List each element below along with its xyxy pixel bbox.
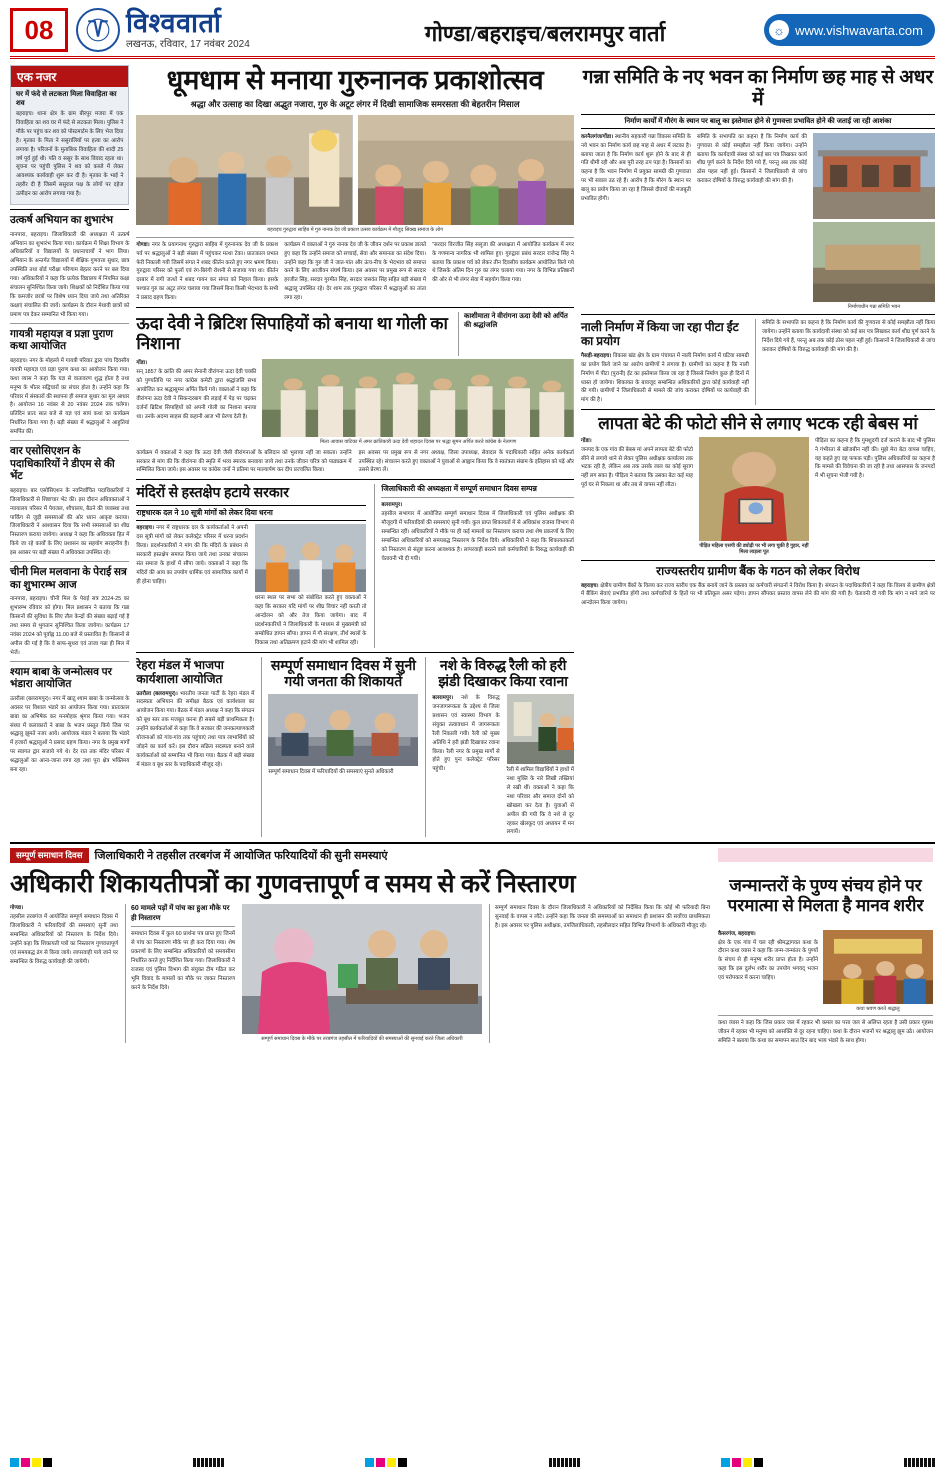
lapata-dateline: गोंडा। (580, 437, 592, 444)
left-story-3-title: वार एसोसिएशन के पदाधिकारियों ने डीएम से की भेंट (10, 446, 115, 483)
feature-col-1: तहसील तरबगंज में आयोजित सम्पूर्ण समाधान दिवस में जिलाधिकारी ने फरियादियों की समस्याएं सुनीं तथा सम्बन्धित अधिकारियों को निस्तारण के निर्देश दिये। उन्होंने कहा कि शिकायती पत्रों का निस्तारण गुणवत्तापूर्ण एवं समयबद्ध ढंग से किया जाये। लापरवाही पाये जाने पर सम्बन्धित के विरुद्ध कार्यवाही की जायेगी। (10, 914, 118, 965)
bank-headline: राज्यस्तरीय ग्रामीण बैंक के गठन को लेकर विरोध (656, 563, 860, 578)
samadhan-tag-text: जिलाधिकारी ने तहसील तरबगंज में आयोजित फरियादियों की सुनी समस्याएं (94, 850, 388, 863)
bottom-band (10, 842, 935, 1046)
left-story-1-title: उत्कर्ष अभियान का शुभारंभ (10, 215, 114, 227)
registration-bars-3 (904, 1458, 935, 1467)
center-column (136, 65, 574, 837)
mandir-headline: मंदिरों से हस्तक्षेप हटाये सरकार (136, 486, 289, 502)
lapata-col-1: जनपद के एक गांव की बेबस मां अपने लापता बेटे की फोटो सीने से लगाये थाने से लेकर पुलिस अधीक्षक कार्यालय तक भटक रही है, लेकिन अब तक उसके लाल का कोई सुराग नहीं लग सका है। पीड़िता ने बताया कि उसका बेटा कई माह पूर्व घर से निकला था और तब से वापस नहीं लौटा। (580, 446, 693, 489)
spiritual-pink-bar (718, 848, 933, 862)
swatch-group-mid (365, 1458, 407, 1467)
lead-col-3: "सरदार विरजीत सिंह सलूजा की अध्यक्षता में आयोजित कार्यक्रम में नगर के गणमान्य नागरिक भी शामिल हुए। गुरुद्वारा प्रबंध सरदार राजेन्द्र सिंह ने बताया कि प्रकाश पर्व को लेकर तीन दिवसीय कार्यक्रम आयोजित किये गये थे जिसके अंतिम दिन गुरु का लंगर चलाया गया। नगर के विभिन्न प्रतिष्ठानों की ओर से भी लंगर सेवा में सहयोग किया गया। (432, 241, 574, 284)
masthead (10, 8, 935, 59)
samadhan-feature-headline: अधिकारी शिकायतीपत्रों का गुणवत्तापूर्ण व समय से करें निस्तारण (10, 871, 576, 899)
uda-devi-photo (262, 359, 574, 437)
nashe-photo (507, 694, 574, 764)
nali-dateline: गैसड़ी-बहराइच। (580, 352, 612, 359)
mandir-col-1: नगर में राष्ट्रधारक दल के कार्यकर्ताओं ने अपनी दस सूत्री मांगों को लेकर कलेक्ट्रेट परिसर में धरना प्रदर्शन किया। प्रदर्शनकारियों ने मांग की कि मंदिरों के प्रबंधन से सरकारी हस्तक्षेप समाप्त किया जाये तथा उनका संचालन संत समाज के हाथों में सौंपा जाये। वक्ताओं ने कहा कि मंदिरों की आय का उपयोग धार्मिक एवं सामाजिक कार्यों में ही होना चाहिए। (136, 525, 248, 585)
nashe-headline: नशे के विरुद्ध रैली को हरी झंडी दिखाकर किया रवाना (438, 658, 568, 691)
newspaper-logo (76, 8, 326, 52)
nashe-dateline: बलरामपुर। (432, 695, 454, 702)
samadhan-tagbar (10, 848, 710, 863)
lead-photo-caption: बहराइच गुरुद्वारा साहिब में गुरु नानक देव जी प्रकाश उत्सव कार्यक्रम में मौजूद सिक्ख समाज के लोग (267, 227, 444, 234)
feature-highlight: 60 मामले पड़ों में पांच का हुआ मौके पर ही निस्तारण (131, 905, 230, 922)
rehra-headline: रेहरा मंडल में भाजपा कार्यशाला आयोजित (136, 657, 224, 686)
samadhan-headline: सम्पूर्ण समाधान दिवस में सुनी गयी जनता की शिकायतें (270, 658, 416, 691)
rehra-dateline: उतरौला (बलरामपुर)। (136, 690, 178, 697)
feature-dateline: गोण्डा। (10, 905, 24, 912)
ganna-photo-caption: निर्माणाधीन गन्ना समिति भवन (847, 303, 901, 310)
samadhan-feature (10, 848, 710, 1046)
registration-bars-2 (549, 1458, 580, 1467)
mandir-dateline: बहराइच। (136, 525, 154, 532)
ganna-col-3: समिति के सभापति का कहना है कि निर्माण कार्य की गुणवत्ता से कोई समझौता नहीं किया जायेगा। उन्होंने बताया कि कार्यदायी संस्था को कई बार पत्र लिखकर कार्य शीघ्र पूर्ण करने के निर्देश दिये गये हैं, परन्तु अब तक कोई ठोस पहल नहीं हुई। किसानों ने जिलाधिकारी से जांच कराकर दोषियों के विरुद्ध कार्यवाही की मांग की है। (761, 320, 935, 353)
spiritual-story (718, 848, 933, 1046)
bank-text: क्षेत्रीय ग्रामीण बैंकों के विलय कर राज्य स्तरीय एक बैंक बनाये जाने के प्रस्ताव का कर्मचारी संगठनों ने विरोध किया है। संगठन के पदाधिकारियों ने कहा कि विलय से ग्रामीण क्षेत्रों में बैंकिंग सेवाएं प्रभावित होंगी तथा कर्मचारियों के हितों पर भी प्रतिकूल असर पड़ेगा। ज्ञापन सौंपकर प्रस्ताव वापस लेने की मांग की गयी है। चेतावनी दी गयी कि मांग न माने जाने पर आन्दोलन किया जायेगा। (580, 582, 935, 607)
ek-najar-box (10, 65, 129, 205)
lead-body (136, 241, 574, 303)
lapata-photo-caption: पीड़ित महिला एसपी की ड्योढ़ी पर भी लगा चुकी है गुहार, नहीं मिला लाड़ला पूत (699, 542, 809, 556)
left-story-5-text: उतरौला (बलरामपुर)। नगर में खाटू श्याम बाबा के जन्मोत्सव के अवसर पर विशाल भंडारे का आयोजन किया गया। प्रातःकाल बाबा का अभिषेक कर मनमोहक श्रृंगार किया गया। भजन संध्या में कलाकारों ने बाबा के भजन प्रस्तुत किये जिस पर श्रद्धालु झूमते नजर आये। आयोजक मंडल ने बताया कि भंडारे में हजारों श्रद्धालुओं ने प्रसाद ग्रहण किया। नगर के प्रमुख मार्गों पर स्वागत द्वार सजाये गये थे। देर रात तक मंदिर परिसर में श्रद्धालुओं का आना-जाना लगा रहा तथा पूरा क्षेत्र भक्तिमय बना रहा। (10, 695, 130, 774)
swatch-group-right (721, 1458, 763, 1467)
ganna-headline: गन्ना समिति के नए भवन का निर्माण छह माह से अधर में (582, 67, 934, 110)
left-story-2-title: गायत्री महायज्ञ व प्रज्ञा पुराण कथा आयोजित (10, 328, 113, 353)
ganna-photo-bottom (813, 222, 935, 302)
feature-photo (242, 904, 482, 1034)
ganna-col-2: समिति के सभापति का कहना है कि निर्माण कार्य की गुणवत्ता से कोई समझौता नहीं किया जायेगा। उन्होंने बताया कि कार्यदायी संस्था को कई बार पत्र लिखकर कार्य शीघ्र पूर्ण करने के निर्देश दिये गये हैं, परन्तु अब तक कोई ठोस पहल नहीं हुई। किसानों ने जिलाधिकारी से जांच कराकर दोषियों के विरुद्ध कार्यवाही की मांग की है। (696, 133, 807, 185)
ganna-kicker: निर्माण कार्यों में मौरंग के स्थान पर बालू का इस्तेमाल होने से गुणवत्ता प्रभावित होने की जताई जा रही आशंका (581, 114, 935, 129)
ek-najar-brief-title: घर में फंदे से लटकता मिला विवाहिता का शव (16, 91, 117, 107)
ek-najar-header: एक नजर (11, 66, 128, 87)
uda-devi-byline: गोंडा। (136, 360, 148, 367)
lead-subheadline: श्रद्धा और उत्साह का दिखा अद्भुत नजारा, गुरु के अटूट लंगर में दिखी सामाजिक समरसता की बेहतरीन मिसाल (190, 99, 520, 110)
feature-col-3: सम्पूर्ण समाधान दिवस के दौरान जिलाधिकारी ने अधिकारियों को निर्देशित किया कि कोई भी फरियादी बिना सुनवाई के वापस न लौटे। उन्होंने कहा कि जनता की समस्याओं का समाधान ही प्रशासन की सर्वोच्च प्राथमिकता है। इस अवसर पर पुलिस अधीक्षक, उपजिलाधिकारी, तहसीलदार सहित विभिन्न विभागों के अधिकारी मौजूद रहे। (495, 905, 710, 930)
lapata-col-2: पीड़िता का कहना है कि गुमशुदगी दर्ज कराने के बाद भी पुलिस ने गंभीरता से खोजबीन नहीं की। मुझे मेरा बेटा वापस चाहिए, यह कहते हुए वह फफक पड़ी। पुलिस अधिकारियों का कहना है कि मामले की विवेचना की जा रही है तथा आसपास के जनपदों में भी सूचना भेजी गयी है। (814, 437, 935, 480)
lead-headline: धूमधाम से मनाया गुरुनानक प्रकाशोत्सव (166, 65, 544, 95)
samadhan-dateline: बलरामपुर। (381, 502, 403, 509)
uda-devi-col-3: इस अवसर पर प्रमुख रूप से नगर अध्यक्ष, जिला उपाध्यक्ष, सेवादल के पदाधिकारी सहित अनेक कार्यकर्ता उपस्थित रहे। संचालन करते हुए वक्ताओं ने युवाओं से आह्वान किया कि वे स्वतंत्रता संग्राम के इतिहास को पढ़ें और उससे प्रेरणा लें। (358, 449, 574, 474)
mandir-photo (255, 524, 367, 592)
nashe-col-2: रैली में शामिल विद्यार्थियों ने हाथों में नशा मुक्ति के नारे लिखी तख्तियां ले रखी थीं। वक्ताओं ने कहा कि नशा परिवार और समाज दोनों को खोखला कर देता है। युवाओं से अपील की गयी कि वे नशे से दूर रहकर खेलकूद एवं अध्ययन में मन लगायें। (506, 767, 574, 836)
samadhan-photo-caption: सम्पूर्ण समाधान दिवस में फरियादियों की समस्याएं सुनते अधिकारी (268, 769, 394, 776)
mandir-col-2: धरना स्थल पर सभा को संबोधित करते हुए वक्ताओं ने कहा कि सरकार यदि मांगों पर शीघ्र विचार नहीं करती तो आन्दोलन को और तेज किया जायेगा। बाद में प्रदर्शनकारियों ने जिलाधिकारी के माध्यम से मुख्यमंत्री को सम्बोधित ज्ञापन सौंपा। ज्ञापन में गौ संरक्षण, तीर्थ स्थलों के विकास तथा अतिक्रमण हटाने की मांग भी शामिल रही। (254, 595, 367, 647)
lead-dateline: गोण्डा। (136, 241, 150, 248)
spiritual-photo (823, 930, 933, 1004)
ganna-dateline: करनैलगंज/गोंडा। (580, 133, 614, 140)
left-story-3-text: बहराइच। बार एसोसिएशन के नवनिर्वाचित पदाधिकारियों ने जिलाधिकारी से शिष्टाचार भेंट की। इस दौरान अधिवक्ताओं ने न्यायालय परिसर में पेयजल, शौचालय, बैठने की व्यवस्था तथा पार्किंग से जुड़ी समस्याओं की ओर ध्यान आकृष्ट कराया। जिलाधिकारी ने आश्वासन दिया कि सभी समस्याओं का शीघ्र निस्तारण कराया जायेगा। अध्यक्ष ने कहा कि अधिवक्ता हित में किये जा रहे कार्यों के लिए प्रशासन का सहयोग सराहनीय है। इस अवसर पर बड़ी संख्या में अधिवक्ता उपस्थित रहे। (10, 487, 130, 557)
feature-col-2: समाधान दिवस में कुल 60 प्रार्थना पत्र प्राप्त हुए जिनमें से पांच का निस्तारण मौके पर ही करा दिया गया। शेष प्रकरणों के लिए सम्बन्धित अधिकारियों को समयसीमा निर्धारित करते हुए निर्देशित किया गया। जिलाधिकारी ने राजस्व एवं पुलिस विभाग की संयुक्त टीम गठित कर भूमि विवाद के मामलों का मौके पर जाकर निस्तारण करने के निर्देश दिये। (131, 931, 235, 991)
logo-emblem-icon (76, 8, 120, 52)
lead-col-1: नगर के प्रयागनाथ गुरुद्वारा साहिब में गुरुनानक देव जी के प्रकाश पर्व पर श्रद्धालुओं ने बड़ी संख्या में पहुंचकर मत्था टेका। प्रातःकाल प्रभात फेरी निकाली गयी जिसमें संगत ने शबद कीर्तन करते हुए नगर भ्रमण किया। गुरुद्वारा परिसर को फूलों एवं रंग-बिरंगी रोशनी से सजाया गया था। कीर्तन दरबार में रागी जत्थों ने शबद गायन कर संगत को निहाल किया। इसके पश्चात गुरु का अटूट लंगर चलाया गया जिसमें बिना किसी भेदभाव के सभी ने प्रसाद ग्रहण किया। (136, 241, 279, 302)
left-story-4-title: चीनी मिल मलवाना के पेराई सत्र का शुभारम्भ आज (10, 567, 127, 591)
bank-dateline: बहराइच। (580, 582, 599, 589)
lead-col-2: कार्यक्रम में वक्ताओं ने गुरु नानक देव जी के जीवन दर्शन पर प्रकाश डालते हुए कहा कि उन्होंने समाज को सच्चाई, सेवा और समानता का संदेश दिया। उन्होंने कहा कि गुरु जी ने जात-पांत और ऊंच-नीच के भेदभाव को समाप्त करने के लिए आजीवन संघर्ष किया। इस अवसर पर प्रमुख रूप से सरदार हरजीत सिंह, सरदार गुरमीत सिंह, सरदार जसवंत सिंह सहित बड़ी संख्या में श्रद्धालु उपस्थित रहे। देर शाम तक गुरुद्वारा परिसर में श्रद्धालुओं का तांता लगा रहा। (284, 241, 427, 302)
lapata-photo (699, 437, 809, 541)
left-story-4-text: नानपारा, बहराइच। चीनी मिल के पेराई सत्र 2024-25 का शुभारम्भ रविवार को होगा। मिल प्रशासन ने बताया कि गन्ना किसानों की सुविधा के लिए तौल केन्द्रों की संख्या बढ़ाई गई है तथा समय से भुगतान सुनिश्चित किया जायेगा। कार्यक्रम 17 नवंबर 2024 को पूर्वाह्न 11.00 बजे से प्रस्तावित है। किसानों से अपील की गई है कि वे साफ-सुथरा एवं ताजा गन्ना ही मिल में भेजें। (10, 596, 130, 656)
lapata-headline: लापता बेटे की फोटो सीने से लगाए भटक रही बेबस मां (598, 414, 918, 434)
nali-text: विकास खंड क्षेत्र के ग्राम पंचायत में नाली निर्माण कार्य में घटिया सामग्री का प्रयोग किये जाने का आरोप ग्रामीणों ने लगाया है। ग्रामीणों का कहना है कि नाली निर्माण में पीटा (पुरानी) ईंट का इस्तेमाल किया जा रहा है जिससे निर्माण कुछ ही दिनों में ध्वस्त हो जायेगा। शिकायत के बावजूद सम्बन्धित अधिकारियों द्वारा कोई कार्यवाही नहीं की गयी। ग्रामीणों ने जिलाधिकारी से मामले की जांच कराकर दोषियों पर कार्यवाही की मांग की है। (580, 352, 749, 404)
spiritual-col-2: कथा व्यास ने कहा कि जिस प्रकार जल में रहकर भी कमल का पत्ता जल से अलिप्त रहता है उसी प्रकार गृहस्थ जीवन में रहकर भी मनुष्य को आसक्ति से दूर रहना चाहिए। कथा के दौरान भजनों पर श्रद्धालु झूम उठे। आयोजन समिति ने बताया कि कथा का समापन सात दिन बाद भव्य भंडारे के साथ होगा। (718, 1020, 933, 1044)
page-content (10, 65, 935, 837)
website-badge[interactable] (764, 14, 935, 46)
uda-devi-col-2: कार्यक्रम में वक्ताओं ने कहा कि ऊदा देवी जैसी वीरांगनाओं के बलिदान को भुलाया नहीं जा सकता। उन्होंने सरकार से मांग की कि वीरांगना की स्मृति में भव्य स्मारक बनवाया जाये तथा उनके जीवन चरित्र को पाठ्यक्रम में सम्मिलित किया जाये। इस अवसर पर कांग्रेस जनों ने प्रतिमा पर माल्यार्पण कर दीप प्रज्वलित किया। (136, 449, 352, 474)
edition-title: गोण्डा/बहराइच/बलरामपुर वार्ता (424, 21, 666, 46)
samadhan-photo (268, 694, 418, 766)
spiritual-headline: जन्मान्तरों के पुण्य संचय होने पर परमात्मा से मिलता है मानव शरीर (727, 876, 924, 916)
spiritual-dateline: कैसरगंज, बहराइच। (718, 930, 756, 937)
left-story-2-text: बहराइच। नगर के मोहल्ले में गायत्री परिवार द्वारा पांच दिवसीय गायत्री महायज्ञ एवं प्रज्ञा पुराण कथा का आयोजन किया गया। कथा व्यास ने कहा कि यज्ञ से वातावरण शुद्ध होता है तथा मनुष्य के भीतर सद्विचारों का संचार होता है। उन्होंने कहा कि परिवार में संस्कारों की स्थापना ही समाज सुधार का मूल आधार है। आयोजन 16 नवंबर से 20 नवंबर 2024 तक चलेगा। प्रतिदिन प्रातः सात बजे से यज्ञ एवं सायं कथा का कार्यक्रम निर्धारित किया गया है। बड़ी संख्या में श्रद्धालुओं ने आहुतियां समर्पित कीं। (10, 357, 130, 436)
page-number: 08 (10, 8, 68, 52)
lead-photo-left (136, 115, 352, 225)
uda-devi-col-1: सन् 1857 के क्रांति की अमर सेनानी वीरांगना ऊदा देवी चक्की को पुण्यतिथि पर नगर कांग्रेस कमेटी द्वारा श्रद्धांजलि सभा आयोजित कर श्रद्धासुमन अर्पित किये गये। वक्ताओं ने कहा कि वीरांगना ऊदा देवी ने सिकन्दरबाग की लड़ाई में पेड़ पर चढ़कर दर्जनों ब्रिटिश सिपाहियों को अपनी गोली का निशाना बनाया था। उनके अदम्य साहस की कहानी आज भी प्रेरणा देती है। (136, 369, 257, 420)
mandir-kicker: राष्ट्रधारक दल ने 10 सूत्री मांगों को लेकर दिया धरना (136, 505, 366, 521)
uda-devi-photo-caption: मिला आवास वाटिका में अमर क्रांतिकारी ऊदा देवी शहादत दिवस पर श्रद्धा सुमन अर्पित करते कांग्रेस के नेतागण (320, 439, 517, 446)
samadhan-tag: सम्पूर्ण समाधान दिवस (10, 848, 89, 863)
uda-devi-headline: ऊदा देवी ने ब्रिटिश सिपाहियों को बनाया था गोली का निशाना (136, 314, 448, 353)
left-column (10, 65, 129, 837)
globe-icon: ☼ (769, 20, 789, 40)
feature-photo-caption: सम्पूर्ण समाधान दिवस के मौके पर तरबगंज तहसील में फरियादियों की समस्याओं की सुनवाई करते जिला अधिकारी (261, 1036, 463, 1043)
samadhan-text: तहसील सभागार में आयोजित सम्पूर्ण समाधान दिवस में जिलाधिकारी एवं पुलिस अधीक्षक की मौजूदगी में फरियादियों की समस्याएं सुनी गयीं। कुल प्राप्त शिकायतों में से अधिकांश राजस्व विभाग से सम्बन्धित रहीं। अधिकारियों ने मौके पर ही कई मामलों का निस्तारण कराया तथा शेष प्रकरणों के लिए सम्बन्धित अधिकारियों को समयबद्ध निस्तारण के निर्देश दिये। अधिकारियों ने कहा कि शिकायतकर्ता को निस्तारण से संतुष्ट करना आवश्यक है। लापरवाही बरतने वाले कर्मचारियों के विरुद्ध कार्यवाही की चेतावनी भी दी गयी। (381, 511, 574, 562)
lead-photos (136, 115, 574, 225)
uda-devi-kicker: काशीमाता ने वीरांगना ऊदा देवी को अर्पित की श्रद्धांजलि (463, 313, 568, 330)
website-url: www.vishwavarta.com (795, 22, 923, 38)
brand-place-date: लखनऊ, रविवार, 17 नवंबर 2024 (126, 39, 250, 50)
swatch-group-left (10, 1458, 52, 1467)
color-registration-strip (0, 1451, 945, 1473)
lead-photo-right (358, 115, 574, 225)
brand-name: विश्ववार्ता (126, 8, 222, 38)
right-column (581, 65, 935, 837)
uda-devi-story (136, 312, 574, 356)
left-story-1-text: नानपारा, बहराइच। जिलाधिकारी की अध्यक्षता में उत्कर्ष अभियान का शुभारंभ किया गया। कार्यक्रम में शिक्षा विभाग के अधिकारियों व विद्यालयों के प्रधानाचार्यों ने भाग लिया। अभियान के अन्तर्गत विद्यालयों में शैक्षिक गुणवत्ता सुधार, छात्र उपस्थिति तथा बोर्ड परीक्षा परिणाम बेहतर करने पर बल दिया गया। अधिकारियों ने कहा कि प्रत्येक विद्यालय में नियमित कक्षा संचालन सुनिश्चित किया जाये। शिक्षकों को निर्देशित किया गया कि कमजोर छात्रों पर विशेष ध्यान दिया जाये तथा अतिरिक्त कक्षाएं संचालित की जायें। कार्यक्रम के दौरान मेधावी छात्रों को प्रमाण पत्र देकर सम्मानित भी किया गया। (10, 231, 130, 318)
left-story-5-title: श्याम बाबा के जन्मोत्सव पर भंडारा आयोजित (10, 666, 112, 691)
ganna-col-1: स्थानीय सहकारी गन्ना विकास समिति के नये भवन का निर्माण कार्य छह माह से अधर में लटका है। बताया जाता है कि निर्माण कार्य शुरू होने के बाद से ही गति धीमी रही और अब पूरी तरह ठप पड़ा है। किसानों का कहना है कि भवन निर्माण में प्रयुक्त सामग्री की गुणवत्ता पर भी सवाल उठ रहे हैं। आरोप है कि मौरंग के स्थान पर बालू का प्रयोग किया जा रहा है जिससे दीवारों की मजबूती प्रभावित होगी। (580, 133, 691, 203)
spiritual-photo-caption: कथा श्रवण करते श्रद्धालु (856, 1005, 900, 1012)
registration-bars-1 (193, 1458, 224, 1467)
nashe-col-1: नशे के विरुद्ध जनजागरूकता के उद्देश्य से जिला प्रशासन एवं स्वास्थ्य विभाग के संयुक्त तत्वावधान में जागरूकता रैली निकाली गयी। रैली को मुख्य अतिथि ने हरी झंडी दिखाकर रवाना किया। रैली नगर के प्रमुख मार्गों से होते हुए पुनः कलेक्ट्रेट परिसर पहुंची। (432, 695, 500, 773)
jila-kicker: जिलाधिकारी की अध्यक्षता में सम्पूर्ण समाधान दिवस सम्पन्न (381, 484, 537, 494)
rehra-text: भारतीय जनता पार्टी के रेहरा मंडल में सदस्यता अभियान की समीक्षा बैठक एवं कार्यशाला का आयोजन किया गया। बैठक में मंडल अध्यक्ष ने कहा कि संगठन को बूथ स्तर तक मजबूत करना ही सबसे बड़ी प्राथमिकता है। उन्होंने कार्यकर्ताओं से कहा कि वे सरकार की जनकल्याणकारी योजनाओं को गांव-गांव तक पहुंचाएं तथा पात्र लाभार्थियों को जोड़ने का कार्य करें। इस दौरान सक्रिय सदस्यता बनाने वाले कार्यकर्ताओं को सम्मानित भी किया गया। बैठक में बड़ी संख्या में मंडल व बूथ स्तर के पदाधिकारी मौजूद रहे। (136, 690, 255, 768)
ek-najar-brief-text: बहराइच। थाना क्षेत्र के ग्राम बीरपुर मजरा में एक विवाहिता का शव घर में फंदे से लटकता मिला। पुलिस ने मौके पर पहुंच कर शव को पोस्टमार्टम के लिए भेज दिया है। मृतका के पिता ने ससुरालियों पर हत्या का आरोप लगाया है। परिजनों के मुताबिक विवाहिता की शादी 25 वर्ष पूर्व हुई थी। पति व ससुर के साथ विवाद रहता था। सूचना पर पहुंची पुलिस ने शव को कब्जे में लेकर आवश्यक कार्यवाही शुरू कर दी है। मृतका के भाई ने तहरीर दी है जिसमें ससुराल पक्ष के लोगों पर दहेज उत्पीड़न का आरोप लगाया गया है। (16, 111, 124, 198)
ganna-photo-top (813, 133, 935, 219)
spiritual-col-1: क्षेत्र के एक गांव में चल रही श्रीमद्भागवत कथा के दौरान कथा व्यास ने कहा कि जन्म-जन्मांतर के पुण्यों के संचय से ही मनुष्य शरीर प्राप्त होता है। उन्होंने कहा कि इस दुर्लभ शरीर का उपयोग भगवद् भजन एवं परोपकार में करना चाहिए। (718, 939, 818, 982)
nali-headline: नाली निर्माण में किया जा रहा पीटा ईंट का प्रयोग (580, 320, 739, 348)
